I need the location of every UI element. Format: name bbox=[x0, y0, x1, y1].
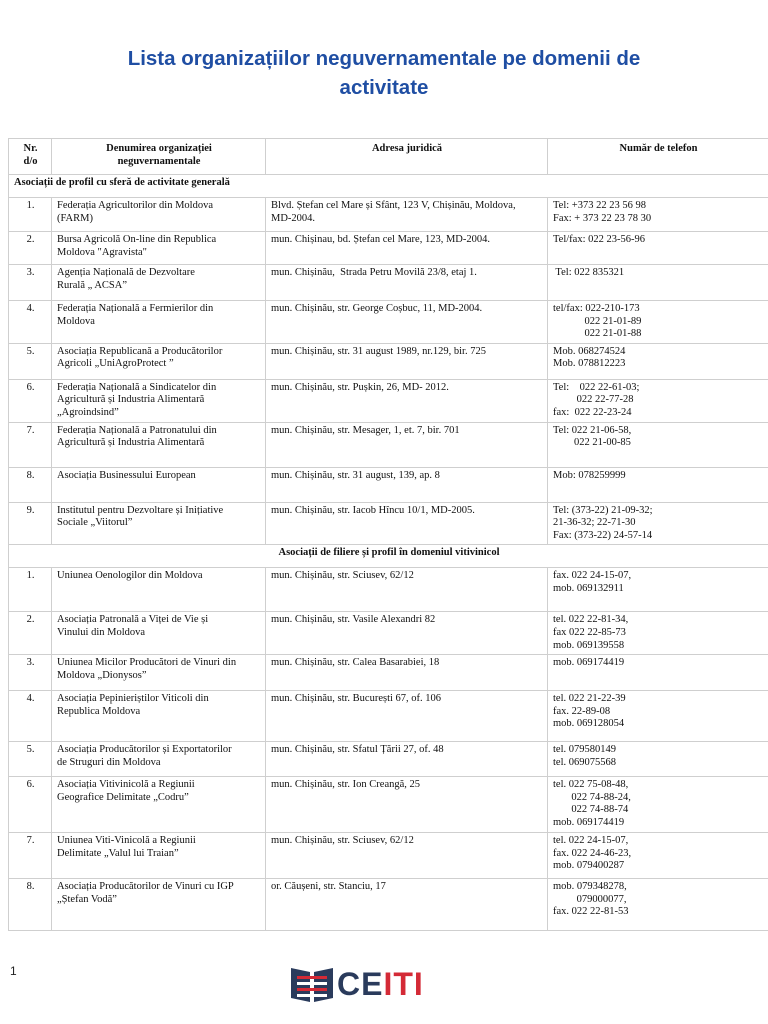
organization-name: Asociația Producătorilor și Exportatorilor de Struguri din Moldova bbox=[52, 742, 266, 777]
table-row bbox=[9, 833, 768, 879]
header-phone: Număr de telefon bbox=[548, 139, 768, 175]
organization-name: Federația Națională a Fermierilor din Moldova bbox=[52, 301, 266, 344]
table-row bbox=[9, 232, 768, 265]
phone-number: mob. 069174419 bbox=[548, 655, 768, 691]
phone-number: tel/fax: 022-210-173 022 21-01-89 022 21-01-88 bbox=[548, 301, 768, 344]
ceiti-logo bbox=[289, 966, 481, 1004]
organization-name: Institutul pentru Dezvoltare și Inițiative Sociale „Viitorul” bbox=[52, 502, 266, 545]
title-line-2: activitate bbox=[339, 76, 429, 99]
book-stripes-icon bbox=[289, 966, 335, 1004]
organization-name: Uniunea Oenologilor din Moldova bbox=[52, 568, 266, 612]
legal-address: mun. Chișinău, str. 31 august, 139, ap. 8 bbox=[266, 467, 548, 502]
row-number: 5. bbox=[9, 343, 52, 379]
header-address: Adresa juridică bbox=[266, 139, 548, 175]
row-number: 7. bbox=[9, 422, 52, 467]
title-line-1: Lista organizațiilor neguvernamentale pe domenii de bbox=[127, 47, 641, 70]
organization-name: Federația Națională a Sindicatelor din Agricultură și Industria Alimentară „Agroindsind” bbox=[52, 379, 266, 422]
table-row bbox=[9, 568, 768, 612]
phone-number: tel. 022 22-81-34, fax 022 22-85-73 mob. 069139558 bbox=[548, 612, 768, 655]
table-row bbox=[9, 379, 768, 422]
table-row bbox=[9, 742, 768, 777]
organization-name: Uniunea Viti-Vinicolă a Regiunii Delimitate „Valul lui Traian” bbox=[52, 833, 266, 879]
legal-address: mun. Chișinău, str. Sciusev, 62/12 bbox=[266, 833, 548, 879]
row-number: 9. bbox=[9, 502, 52, 545]
row-number: 4. bbox=[9, 301, 52, 344]
organization-name: Asociația Patronală a Viței de Vie și Vinului din Moldova bbox=[52, 612, 266, 655]
legal-address: mun. Chișinău, str. Mesager, 1, et. 7, bir. 701 bbox=[266, 422, 548, 467]
organization-name: Federația Agricultorilor din Moldova (FARM) bbox=[52, 198, 266, 232]
table-row bbox=[9, 612, 768, 655]
legal-address: mun. Chișinău, str. Calea Basarabiei, 18 bbox=[266, 655, 548, 691]
header-nr: Nr. d/o bbox=[9, 139, 52, 175]
organization-name: Asociația Producătorilor de Vinuri cu IGP „Ștefan Vodă” bbox=[52, 879, 266, 931]
legal-address: mun. Chișinău, str. Vasile Alexandri 82 bbox=[266, 612, 548, 655]
phone-number: Tel: 022 22-61-03; 022 22-77-28 fax: 022 22-23-24 bbox=[548, 379, 768, 422]
table-row bbox=[9, 655, 768, 691]
row-number: 6. bbox=[9, 777, 52, 833]
row-number: 8. bbox=[9, 467, 52, 502]
phone-number: Tel: +373 22 23 56 98 Fax: + 373 22 23 78 30 bbox=[548, 198, 768, 232]
organization-name: Asociația Pepinieriștilor Viticoli din Republica Moldova bbox=[52, 691, 266, 742]
organization-name: Asociația Republicană a Producătorilor Agricoli „UniAgroProtect ” bbox=[52, 343, 266, 379]
table-header-row bbox=[9, 139, 768, 175]
row-number: 1. bbox=[9, 198, 52, 232]
ngo-table bbox=[8, 138, 768, 931]
legal-address: mun. Chișinău, str. Sciusev, 62/12 bbox=[266, 568, 548, 612]
row-number: 2. bbox=[9, 612, 52, 655]
document-title bbox=[40, 44, 728, 102]
legal-address: mun. Chișinău, str. Iacob Hîncu 10/1, MD-2005. bbox=[266, 502, 548, 545]
phone-number: Tel: 022 835321 bbox=[548, 265, 768, 301]
phone-number: fax. 022 24-15-07, mob. 069132911 bbox=[548, 568, 768, 612]
organization-name: Uniunea Micilor Producători de Vinuri din Moldova „Dionysos” bbox=[52, 655, 266, 691]
page-number: 1 bbox=[10, 964, 17, 978]
row-number: 5. bbox=[9, 742, 52, 777]
phone-number: Mob. 068274524 Mob. 078812223 bbox=[548, 343, 768, 379]
section-row bbox=[9, 545, 768, 568]
legal-address: or. Căușeni, str. Stanciu, 17 bbox=[266, 879, 548, 931]
legal-address: mun. Chișinau, bd. Ștefan cel Mare, 123, MD-2004. bbox=[266, 232, 548, 265]
row-number: 3. bbox=[9, 265, 52, 301]
row-number: 8. bbox=[9, 879, 52, 931]
table-row bbox=[9, 502, 768, 545]
table-row bbox=[9, 343, 768, 379]
phone-number: Tel: (373-22) 21-09-32; 21-36-32; 22-71-30 Fax: (373-22) 24-57-14 bbox=[548, 502, 768, 545]
row-number: 6. bbox=[9, 379, 52, 422]
organization-name: Bursa Agricolă On-line din Republica Moldova "Agravista" bbox=[52, 232, 266, 265]
legal-address: mun. Chișinău, str. Pușkin, 26, MD- 2012. bbox=[266, 379, 548, 422]
logo-wordmark: CEITI bbox=[337, 966, 424, 1002]
table-row bbox=[9, 265, 768, 301]
section-row bbox=[9, 175, 768, 198]
phone-number: Tel: 022 21-06-58, 022 21-00-85 bbox=[548, 422, 768, 467]
table-row bbox=[9, 301, 768, 344]
table-row bbox=[9, 198, 768, 232]
phone-number: Mob: 078259999 bbox=[548, 467, 768, 502]
legal-address: Blvd. Ștefan cel Mare și Sfânt, 123 V, Chișinău, Moldova, MD-2004. bbox=[266, 198, 548, 232]
phone-number: mob. 079348278, 079000077, fax. 022 22-81-53 bbox=[548, 879, 768, 931]
table-row bbox=[9, 467, 768, 502]
phone-number: tel. 079580149 tel. 069075568 bbox=[548, 742, 768, 777]
row-number: 2. bbox=[9, 232, 52, 265]
legal-address: mun. Chișinău, str. George Coșbuc, 11, MD-2004. bbox=[266, 301, 548, 344]
section-heading: Asociații de profil cu sferă de activitate generală bbox=[9, 175, 768, 198]
organization-name: Federația Națională a Patronatului din Agricultură și Industria Alimentară bbox=[52, 422, 266, 467]
table-row bbox=[9, 422, 768, 467]
phone-number: Tel/fax: 022 23-56-96 bbox=[548, 232, 768, 265]
legal-address: mun. Chișinău, str. Ion Creangă, 25 bbox=[266, 777, 548, 833]
row-number: 4. bbox=[9, 691, 52, 742]
phone-number: tel. 022 75-08-48, 022 74-88-24, 022 74-88-74 mob. 069174419 bbox=[548, 777, 768, 833]
section-heading: Asociații de filiere și profil în domeniul vitivinicol bbox=[9, 545, 768, 568]
table-row bbox=[9, 691, 768, 742]
header-name: Denumirea organizației neguvernamentale bbox=[52, 139, 266, 175]
legal-address: mun. Chișinău, Strada Petru Movilă 23/8, etaj 1. bbox=[266, 265, 548, 301]
legal-address: mun. Chișinău, str. București 67, of. 106 bbox=[266, 691, 548, 742]
row-number: 3. bbox=[9, 655, 52, 691]
organization-name: Asociația Vitivinicolă a Regiunii Geografice Delimitate „Codru” bbox=[52, 777, 266, 833]
table-row bbox=[9, 879, 768, 931]
organization-name: Agenția Națională de Dezvoltare Rurală „ ACSA” bbox=[52, 265, 266, 301]
row-number: 7. bbox=[9, 833, 52, 879]
legal-address: mun. Chișinău, str. 31 august 1989, nr.129, bir. 725 bbox=[266, 343, 548, 379]
organization-name: Asociația Businessului European bbox=[52, 467, 266, 502]
legal-address: mun. Chișinău, str. Sfatul Țării 27, of. 48 bbox=[266, 742, 548, 777]
table-row bbox=[9, 777, 768, 833]
phone-number: tel. 022 21-22-39 fax. 22-89-08 mob. 069128054 bbox=[548, 691, 768, 742]
phone-number: tel. 022 24-15-07, fax. 022 24-46-23, mob. 079400287 bbox=[548, 833, 768, 879]
row-number: 1. bbox=[9, 568, 52, 612]
